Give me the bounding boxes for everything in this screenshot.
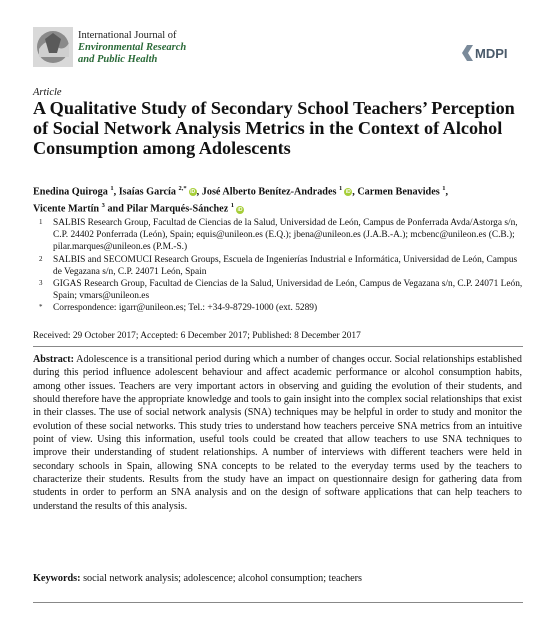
author-name[interactable]: Carmen Benavides — [357, 186, 443, 198]
author-name[interactable]: Pilar Marqués-Sánchez — [126, 203, 231, 215]
author-affiliation-mark: 2,* — [178, 185, 187, 192]
publication-dates: Received: 29 October 2017; Accepted: 6 December 2017; Published: 8 December 2017 — [33, 331, 361, 341]
affiliation-text: Correspondence: igarr@unileon.es; Tel.: +34-9-8729-1000 (ext. 5289) — [53, 303, 318, 314]
abstract-text: Adolescence is a transitional period during which a number of changes occur. Social relationships established during this period influence adolescent behaviour and affect academic performance or alcohol consumption habits, among other issues. Teachers are very important actors in observing and guiding the evolution of their students, and should therefore have the appropriate knowledge and tools to gain insight into the complex social relationships that exist in their classes. The use of social network analysis (SNA) techniques may be helpful in order to study and monitor the evolution of these social networks. This study tries to understand how teachers perceive SNA metrics from an intuitive point of view. Using this information, useful tools could be created that allow teachers to use SNA techniques to improve their understanding of student relationships. A number of interviews with different teachers were held in secondary schools in Spain, allowing SNA concepts to be related to the everyday terms used by the teachers to characterize their students. Results from the study have an impact on questionnaire design for gathering data from students in order to perform an SNA analysis and on the design of software applications that can help teachers to understand the results of this analysis. — [33, 354, 522, 512]
paper-title: A Qualitative Study of Secondary School Teachers’ Perception of Social Network Analysis Metrics in the Context of Alcohol Consumption among Adolescents — [33, 98, 515, 158]
author-name[interactable]: Vicente Martín — [33, 203, 102, 215]
journal-line-3: and Public Health — [78, 54, 158, 65]
author-name[interactable]: Enedina Quiroga — [33, 186, 111, 198]
affiliation-number: 2 — [39, 254, 43, 263]
orcid-icon[interactable]: iD — [190, 189, 196, 196]
affiliation-text: SALBIS Research Group, Facultad de Ciencias de la Salud, Universidad de León, Campus de Ponferrada Avda/Astorga s/n, C.P. 24402 Ponferrada (León), Spain; equis@unileon.es (E.Q.); jbena@unileon.es (J.A.B.-A.); mcbenc@unileon.es (C.B.); pilar.marques@unileon.es (P.M.-S.) — [53, 218, 518, 253]
author-affiliation-mark: 1 — [110, 185, 114, 192]
author-affiliation-mark: 3 — [101, 202, 105, 210]
author-separator: , — [196, 186, 202, 198]
affiliation-text: GIGAS Research Group, Facultad de Ciencias de la Salud, Universidad de León, Campus de Vegazana s/n, C.P. 24071 León, Spain; vmars@unileon.es — [53, 279, 523, 302]
abstract-label: Abstract: — [33, 354, 75, 365]
publisher-label: MDPI — [475, 46, 508, 61]
author-name[interactable]: Isaías García — [118, 186, 179, 198]
divider-top — [33, 346, 523, 347]
article-type: Article — [33, 87, 62, 98]
mdpi-logo — [460, 42, 512, 64]
abstract — [33, 353, 522, 513]
author-affiliation-mark: 1 — [230, 202, 235, 210]
journal-logo-icon — [33, 27, 73, 67]
affiliation-number: * — [39, 303, 43, 312]
affiliation-item — [33, 302, 528, 314]
orcid-icon[interactable]: iD — [237, 206, 243, 213]
affiliation-list — [33, 217, 528, 315]
author-affiliation-mark: 1 — [442, 185, 446, 192]
author-list — [33, 182, 523, 217]
author-name[interactable]: José Alberto Benítez-Andrades — [201, 186, 339, 198]
affiliation-number: 1 — [39, 218, 43, 226]
divider-bottom — [33, 602, 523, 603]
author-separator: , — [352, 186, 358, 198]
affiliation-item — [33, 217, 528, 254]
journal-line-2: Environmental Research — [78, 42, 187, 53]
keywords-label: Keywords: — [33, 573, 81, 584]
author-separator: and — [104, 203, 127, 215]
affiliation-text: SALBIS and SECOMUCI Research Groups, Escuela de Ingenierías Industrial e Informática, Universidad de León, Campus de Vegazana s/n, C.P. 24071 León, Spain — [53, 254, 518, 277]
orcid-icon[interactable]: iD — [345, 189, 351, 196]
affiliation-number: 3 — [39, 279, 43, 288]
journal-name — [78, 30, 186, 66]
author-separator: , — [445, 186, 449, 198]
keywords-text: social network analysis; adolescence; alcohol consumption; teachers — [83, 573, 363, 584]
affiliation-item — [33, 278, 528, 302]
author-separator: , — [113, 186, 119, 198]
keywords — [33, 573, 362, 584]
author-affiliation-mark: 1 — [338, 185, 343, 192]
journal-line-1: International Journal of — [78, 30, 177, 41]
affiliation-item — [33, 254, 528, 278]
